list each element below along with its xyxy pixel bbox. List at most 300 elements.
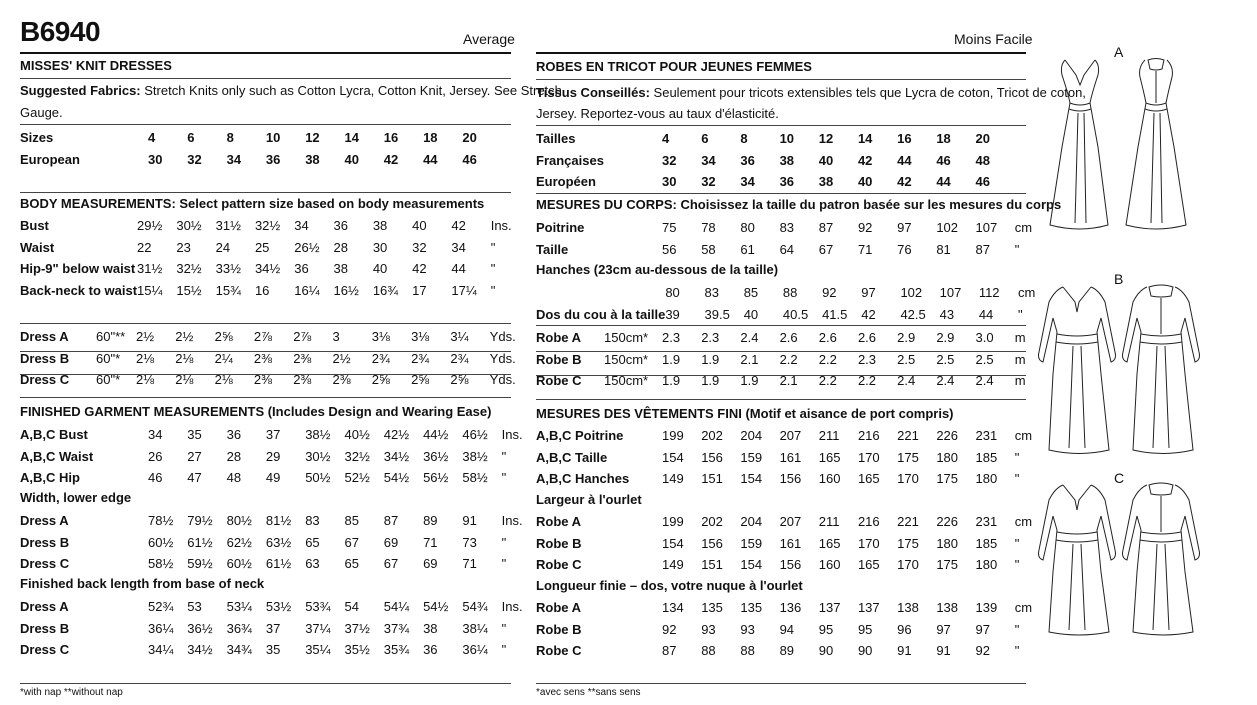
row-label: Dress B [20, 534, 70, 550]
size-value: 156 [701, 449, 723, 465]
body-table-fr [536, 217, 1041, 260]
size-value: 83 [704, 285, 719, 301]
width-table-fr [536, 511, 1041, 576]
size-value: 42.5 [900, 306, 926, 322]
row-label: Dos du cou à la taille [536, 306, 666, 322]
size-value: 16¼ [294, 282, 320, 298]
size-value: 61½ [187, 534, 213, 550]
body-table-en [20, 215, 517, 301]
table-row [20, 326, 516, 348]
size-value: 42 [857, 152, 873, 168]
size-value: 221 [897, 514, 919, 530]
size-value: 87 [818, 220, 834, 236]
size-value: 60½ [148, 534, 174, 550]
size-value: 85 [344, 513, 359, 529]
size-value: 40½ [344, 427, 370, 443]
size-value: 61 [740, 241, 755, 257]
finished-heading-en: FINISHED GARMENT MEASUREMENTS (Includes Design and Wearing Ease) [20, 404, 492, 419]
size-value: 160 [818, 471, 841, 487]
row-label: Robe B [536, 535, 582, 551]
yardage-table-en [20, 326, 516, 391]
row-label: Hip-9" below waist [20, 261, 136, 277]
size-value: 199 [662, 514, 684, 530]
table-row [536, 282, 1044, 304]
size-value: 71 [857, 241, 873, 257]
size-value: 2⅝ [214, 329, 233, 345]
size-value: 44½ [423, 427, 449, 443]
size-value: 46 [975, 174, 990, 190]
size-value: 52½ [344, 470, 370, 486]
size-value: 40 [344, 151, 359, 167]
size-value: 90 [857, 643, 873, 659]
unit: Ins. [501, 427, 523, 443]
size-value: 135 [740, 600, 763, 616]
size-value: 32 [662, 152, 677, 168]
size-value: 93 [740, 621, 755, 637]
size-value: 35 [265, 642, 281, 658]
size-value: 3¼ [450, 329, 469, 345]
table-row [20, 639, 528, 661]
row-label: A,B,C Hip [20, 470, 80, 486]
fabrics-text2-fr: Jersey. Reportez-vous au taux d'élasticité. [536, 106, 779, 121]
fabrics-label-fr: Tissus Conseillés: [536, 85, 650, 100]
size-value: 32½ [344, 448, 370, 464]
table-row [20, 149, 502, 171]
size-value: 16½ [333, 282, 359, 298]
size-value: 38 [779, 152, 795, 168]
size-value: 1.9 [701, 373, 720, 389]
size-value: 170 [857, 535, 880, 551]
table-row [536, 640, 1041, 662]
table-row [536, 619, 1041, 641]
row-label [536, 282, 665, 304]
size-value: 107 [939, 285, 962, 301]
size-value: 40 [372, 261, 388, 277]
size-value: 44 [978, 306, 994, 322]
size-value: 138 [936, 600, 959, 616]
size-value: 34¼ [148, 642, 174, 658]
row-label: Waist [20, 239, 55, 255]
size-value: 36½ [423, 448, 449, 464]
row-label: Dress C [20, 556, 70, 572]
size-value: 34 [701, 152, 716, 168]
unit: " [490, 261, 496, 277]
size-value: 53¼ [226, 599, 252, 615]
size-value: 38 [333, 261, 348, 277]
size-value: 207 [779, 514, 802, 530]
length-heading-fr: Longueur finie – dos, votre nuque à l'ourlet [536, 578, 803, 593]
size-value: 134 [662, 600, 684, 616]
size-value: 2.3 [662, 330, 681, 346]
table-row [536, 128, 1015, 150]
size-value: 202 [701, 514, 723, 530]
size-value: 156 [779, 471, 802, 487]
size-value: 15¼ [137, 282, 163, 298]
width-heading-en: Width, lower edge [20, 490, 132, 505]
row-label: Dress B [20, 620, 70, 636]
size-value: 46 [462, 151, 477, 167]
size-value: 44 [936, 174, 951, 190]
size-value: 85 [743, 285, 759, 301]
size-value: 88 [782, 285, 798, 301]
size-value: 89 [779, 643, 795, 659]
size-value: 58½ [462, 470, 488, 486]
row-label: A,B,C Poitrine [536, 428, 624, 444]
dress-c-illustration [1035, 480, 1240, 640]
size-value: 16 [254, 282, 270, 298]
size-value: 112 [978, 285, 1000, 301]
size-value: 71 [423, 534, 438, 550]
size-value: 226 [936, 514, 959, 530]
unit: " [1014, 621, 1020, 637]
size-value: 80 [740, 220, 755, 236]
size-value: 40 [743, 306, 759, 322]
size-value: 2⅝ [411, 372, 430, 388]
hips-table-fr [536, 282, 1044, 325]
size-value: 23 [176, 239, 191, 255]
size-value: 46 [148, 470, 163, 486]
size-value: 36 [226, 427, 242, 443]
size-value: 231 [975, 428, 998, 444]
size-value: 36½ [187, 620, 213, 636]
title-en: MISSES' KNIT DRESSES [20, 58, 172, 73]
size-value: 28 [226, 448, 242, 464]
footnote-fr: *avec sens **sans sens [536, 687, 641, 698]
size-value: 20 [975, 131, 990, 147]
size-value: 34 [740, 174, 755, 190]
fabric-width: 150cm* [604, 351, 649, 367]
size-value: 92 [975, 643, 990, 659]
size-value: 35 [187, 427, 202, 443]
size-value: 2⅛ [136, 350, 155, 366]
size-value: 80½ [226, 513, 252, 529]
size-value: 204 [740, 428, 763, 444]
row-label: A,B,C Hanches [536, 471, 630, 487]
size-value: 207 [779, 428, 802, 444]
size-value: 2.4 [936, 373, 955, 389]
unit: " [501, 642, 507, 658]
size-value: 32 [412, 239, 427, 255]
size-value: 44 [451, 261, 466, 277]
size-value: 170 [897, 471, 919, 487]
size-value: 216 [857, 514, 880, 530]
unit: " [1018, 306, 1023, 322]
size-value: 32½ [176, 261, 202, 277]
size-value: 38 [818, 174, 834, 190]
size-value: 149 [662, 557, 684, 573]
size-value: 44 [423, 151, 438, 167]
table-row [20, 280, 517, 302]
table-row [20, 369, 516, 391]
size-value: 154 [740, 557, 763, 573]
size-value: 2½ [136, 329, 155, 345]
row-label: Robe B [536, 621, 582, 637]
size-value: 39 [665, 306, 680, 322]
view-label-c: C [1114, 470, 1125, 486]
size-value: 18 [936, 131, 951, 147]
size-value: 34 [294, 218, 309, 234]
size-value: 36 [779, 174, 795, 190]
table-row [20, 127, 502, 149]
size-value: 17¼ [451, 282, 477, 298]
unit: cm [1014, 600, 1033, 616]
unit: cm [1014, 514, 1033, 530]
fabric-width: 60"** [96, 329, 126, 345]
size-value: 34½ [187, 642, 213, 658]
size-value: 175 [897, 449, 919, 465]
size-value: 35¾ [383, 642, 410, 658]
size-value: 199 [662, 428, 684, 444]
fabrics-text2-en: Gauge. [20, 105, 63, 120]
size-value: 2⅜ [293, 372, 312, 388]
size-value: 36 [740, 152, 755, 168]
size-value: 2.5 [897, 351, 916, 367]
table-row [20, 467, 528, 489]
size-value: 30 [372, 239, 388, 255]
row-label: Robe A [536, 514, 582, 530]
size-value: 91 [897, 643, 912, 659]
size-value: 41.5 [822, 306, 848, 322]
size-value: 107 [975, 220, 998, 236]
size-value: 38½ [305, 427, 331, 443]
size-value: 97 [936, 621, 951, 637]
size-value: 3 [332, 329, 340, 345]
size-value: 16 [897, 131, 912, 147]
size-value: 25 [254, 239, 270, 255]
size-value: 96 [897, 621, 912, 637]
size-value: 4 [148, 130, 156, 146]
size-value: 3⅛ [411, 329, 430, 345]
table-row [536, 171, 1015, 193]
row-label: Robe A [536, 600, 582, 616]
view-label-a: A [1114, 44, 1124, 60]
size-value: 185 [975, 535, 998, 551]
size-value: 2¾ [411, 350, 430, 366]
size-value: 30 [148, 151, 163, 167]
size-value: 221 [897, 428, 919, 444]
length-table-en [20, 596, 528, 661]
title-fr: ROBES EN TRICOT POUR JEUNES FEMMES [536, 59, 812, 74]
size-value: 161 [779, 535, 802, 551]
unit: " [1014, 643, 1020, 659]
size-value: 92 [662, 621, 677, 637]
row-label: Dress A [20, 329, 69, 345]
size-value: 58½ [148, 556, 174, 572]
size-value: 47 [187, 470, 202, 486]
size-value: 83 [779, 220, 795, 236]
size-value: 83 [305, 513, 320, 529]
unit: " [501, 620, 507, 636]
size-value: 36¼ [148, 620, 174, 636]
size-value: 92 [857, 220, 873, 236]
unit: " [501, 534, 507, 550]
size-value: 78½ [148, 513, 174, 529]
row-label: Françaises [536, 152, 604, 168]
size-value: 33½ [215, 261, 241, 277]
size-value: 3⅛ [371, 329, 390, 345]
unit: " [1014, 241, 1020, 257]
row-label: European [20, 151, 80, 167]
size-value: 14 [857, 131, 873, 147]
table-row [20, 618, 528, 640]
table-row [536, 468, 1041, 490]
size-value: 149 [662, 471, 684, 487]
size-value: 16 [383, 130, 399, 146]
row-label: Tailles [536, 131, 576, 147]
size-value: 94 [779, 621, 795, 637]
size-value: 34½ [383, 448, 410, 464]
size-value: 10 [265, 130, 281, 146]
size-value: 29½ [137, 218, 163, 234]
unit: " [1014, 535, 1020, 551]
size-value: 40 [412, 218, 427, 234]
size-value: 30½ [176, 218, 202, 234]
row-label: Sizes [20, 130, 54, 146]
size-value: 43 [939, 306, 955, 322]
fabrics-en [20, 83, 562, 98]
size-value: 87 [662, 643, 677, 659]
size-value: 37½ [344, 620, 370, 636]
fabrics-fr [536, 85, 1086, 100]
sizes-table-fr [536, 128, 1015, 193]
size-value: 56½ [423, 470, 449, 486]
size-value: 2⅛ [175, 372, 194, 388]
unit: m [1014, 351, 1026, 367]
size-value: 80 [665, 285, 680, 301]
size-value: 2⅛ [136, 372, 155, 388]
size-value: 2.9 [897, 330, 916, 346]
fabrics-label-en: Suggested Fabrics: [20, 83, 141, 98]
row-label: Robe A [536, 330, 582, 346]
unit: Yds. [489, 329, 516, 345]
size-value: 62½ [226, 534, 252, 550]
size-value: 40.5 [782, 306, 809, 322]
row-label: Bust [20, 218, 49, 234]
size-value: 44 [897, 152, 912, 168]
size-value: 34 [226, 151, 242, 167]
size-value: 67 [344, 534, 359, 550]
size-value: 35½ [344, 642, 370, 658]
width-heading-fr: Largeur à l'ourlet [536, 492, 642, 507]
size-value: 2.2 [857, 373, 877, 389]
table-row [20, 258, 517, 280]
size-value: 231 [975, 514, 998, 530]
view-label-b: B [1114, 271, 1124, 287]
body-heading-fr: MESURES DU CORPS: Choisissez la taille du patron basée sur les mesures du corps [536, 197, 1062, 212]
size-value: 2.2 [818, 351, 837, 367]
row-label: Taille [536, 241, 569, 257]
size-value: 10 [779, 131, 795, 147]
size-value: 154 [662, 535, 684, 551]
size-value: 20 [462, 130, 477, 146]
size-value: 40 [857, 174, 873, 190]
size-value: 52¾ [148, 599, 174, 615]
size-value: 2⅜ [332, 372, 351, 388]
size-value: 35¼ [305, 642, 331, 658]
fabrics-text-fr: Seulement pour tricots extensibles tels que Lycra de coton, Tricot de coton, [653, 85, 1086, 100]
table-row [536, 304, 1044, 326]
size-value: 26½ [294, 239, 320, 255]
size-value: 36 [265, 151, 281, 167]
unit: " [1014, 557, 1020, 573]
row-label: Robe C [536, 373, 582, 389]
size-value: 165 [818, 535, 841, 551]
size-value: 156 [701, 535, 723, 551]
size-value: 138 [897, 600, 919, 616]
size-value: 180 [936, 449, 959, 465]
size-value: 97 [975, 621, 990, 637]
size-value: 56 [662, 241, 677, 257]
size-value: 26 [148, 448, 163, 464]
unit: " [501, 470, 507, 486]
size-value: 38 [305, 151, 320, 167]
size-value: 2.6 [779, 330, 798, 346]
size-value: 63 [305, 556, 320, 572]
size-value: 34½ [254, 261, 281, 277]
length-table-fr [536, 597, 1041, 662]
size-value: 2.6 [857, 330, 877, 346]
size-value: 67 [818, 241, 834, 257]
size-value: 42 [897, 174, 912, 190]
size-value: 175 [936, 471, 959, 487]
size-value: 38½ [462, 448, 488, 464]
unit: " [501, 556, 507, 572]
size-value: 87 [383, 513, 399, 529]
fabric-width: 60"* [96, 350, 121, 366]
table-row [536, 554, 1041, 576]
table-row [536, 511, 1041, 533]
table-row [536, 217, 1041, 239]
size-value: 2⅛ [214, 372, 233, 388]
size-value: 17 [412, 282, 427, 298]
size-value: 87 [975, 241, 990, 257]
table-row [536, 370, 1041, 392]
size-value: 34 [148, 427, 163, 443]
row-label: Back-neck to waist [20, 282, 138, 298]
size-value: 36¾ [226, 620, 252, 636]
size-value: 54¼ [383, 599, 410, 615]
size-value: 4 [662, 131, 670, 147]
size-value: 37 [265, 427, 281, 443]
size-value: 54¾ [462, 599, 488, 615]
size-value: 30 [662, 174, 677, 190]
length-heading-en: Finished back length from base of neck [20, 576, 265, 591]
size-value: 8 [740, 131, 748, 147]
table-row [20, 532, 528, 554]
unit: Yds. [489, 350, 516, 366]
difficulty-en: Average [463, 31, 515, 47]
size-value: 38 [423, 620, 438, 636]
size-value: 2½ [332, 350, 351, 366]
fabric-width: 150cm* [604, 373, 649, 389]
size-value: 2.9 [936, 330, 955, 346]
size-value: 137 [857, 600, 880, 616]
finished-heading-fr: MESURES DES VÊTEMENTS FINI (Motif et aisance de port compris) [536, 406, 954, 421]
size-value: 69 [423, 556, 438, 572]
size-value: 34¾ [226, 642, 252, 658]
size-value: 18 [423, 130, 438, 146]
size-value: 78 [701, 220, 716, 236]
size-value: 2.6 [818, 330, 837, 346]
size-value: 2¼ [214, 350, 233, 366]
size-value: 161 [779, 449, 802, 465]
size-value: 185 [975, 449, 998, 465]
size-value: 6 [187, 130, 195, 146]
size-value: 204 [740, 514, 763, 530]
row-label: A,B,C Waist [20, 448, 94, 464]
size-value: 67 [383, 556, 399, 572]
size-value: 159 [740, 449, 763, 465]
